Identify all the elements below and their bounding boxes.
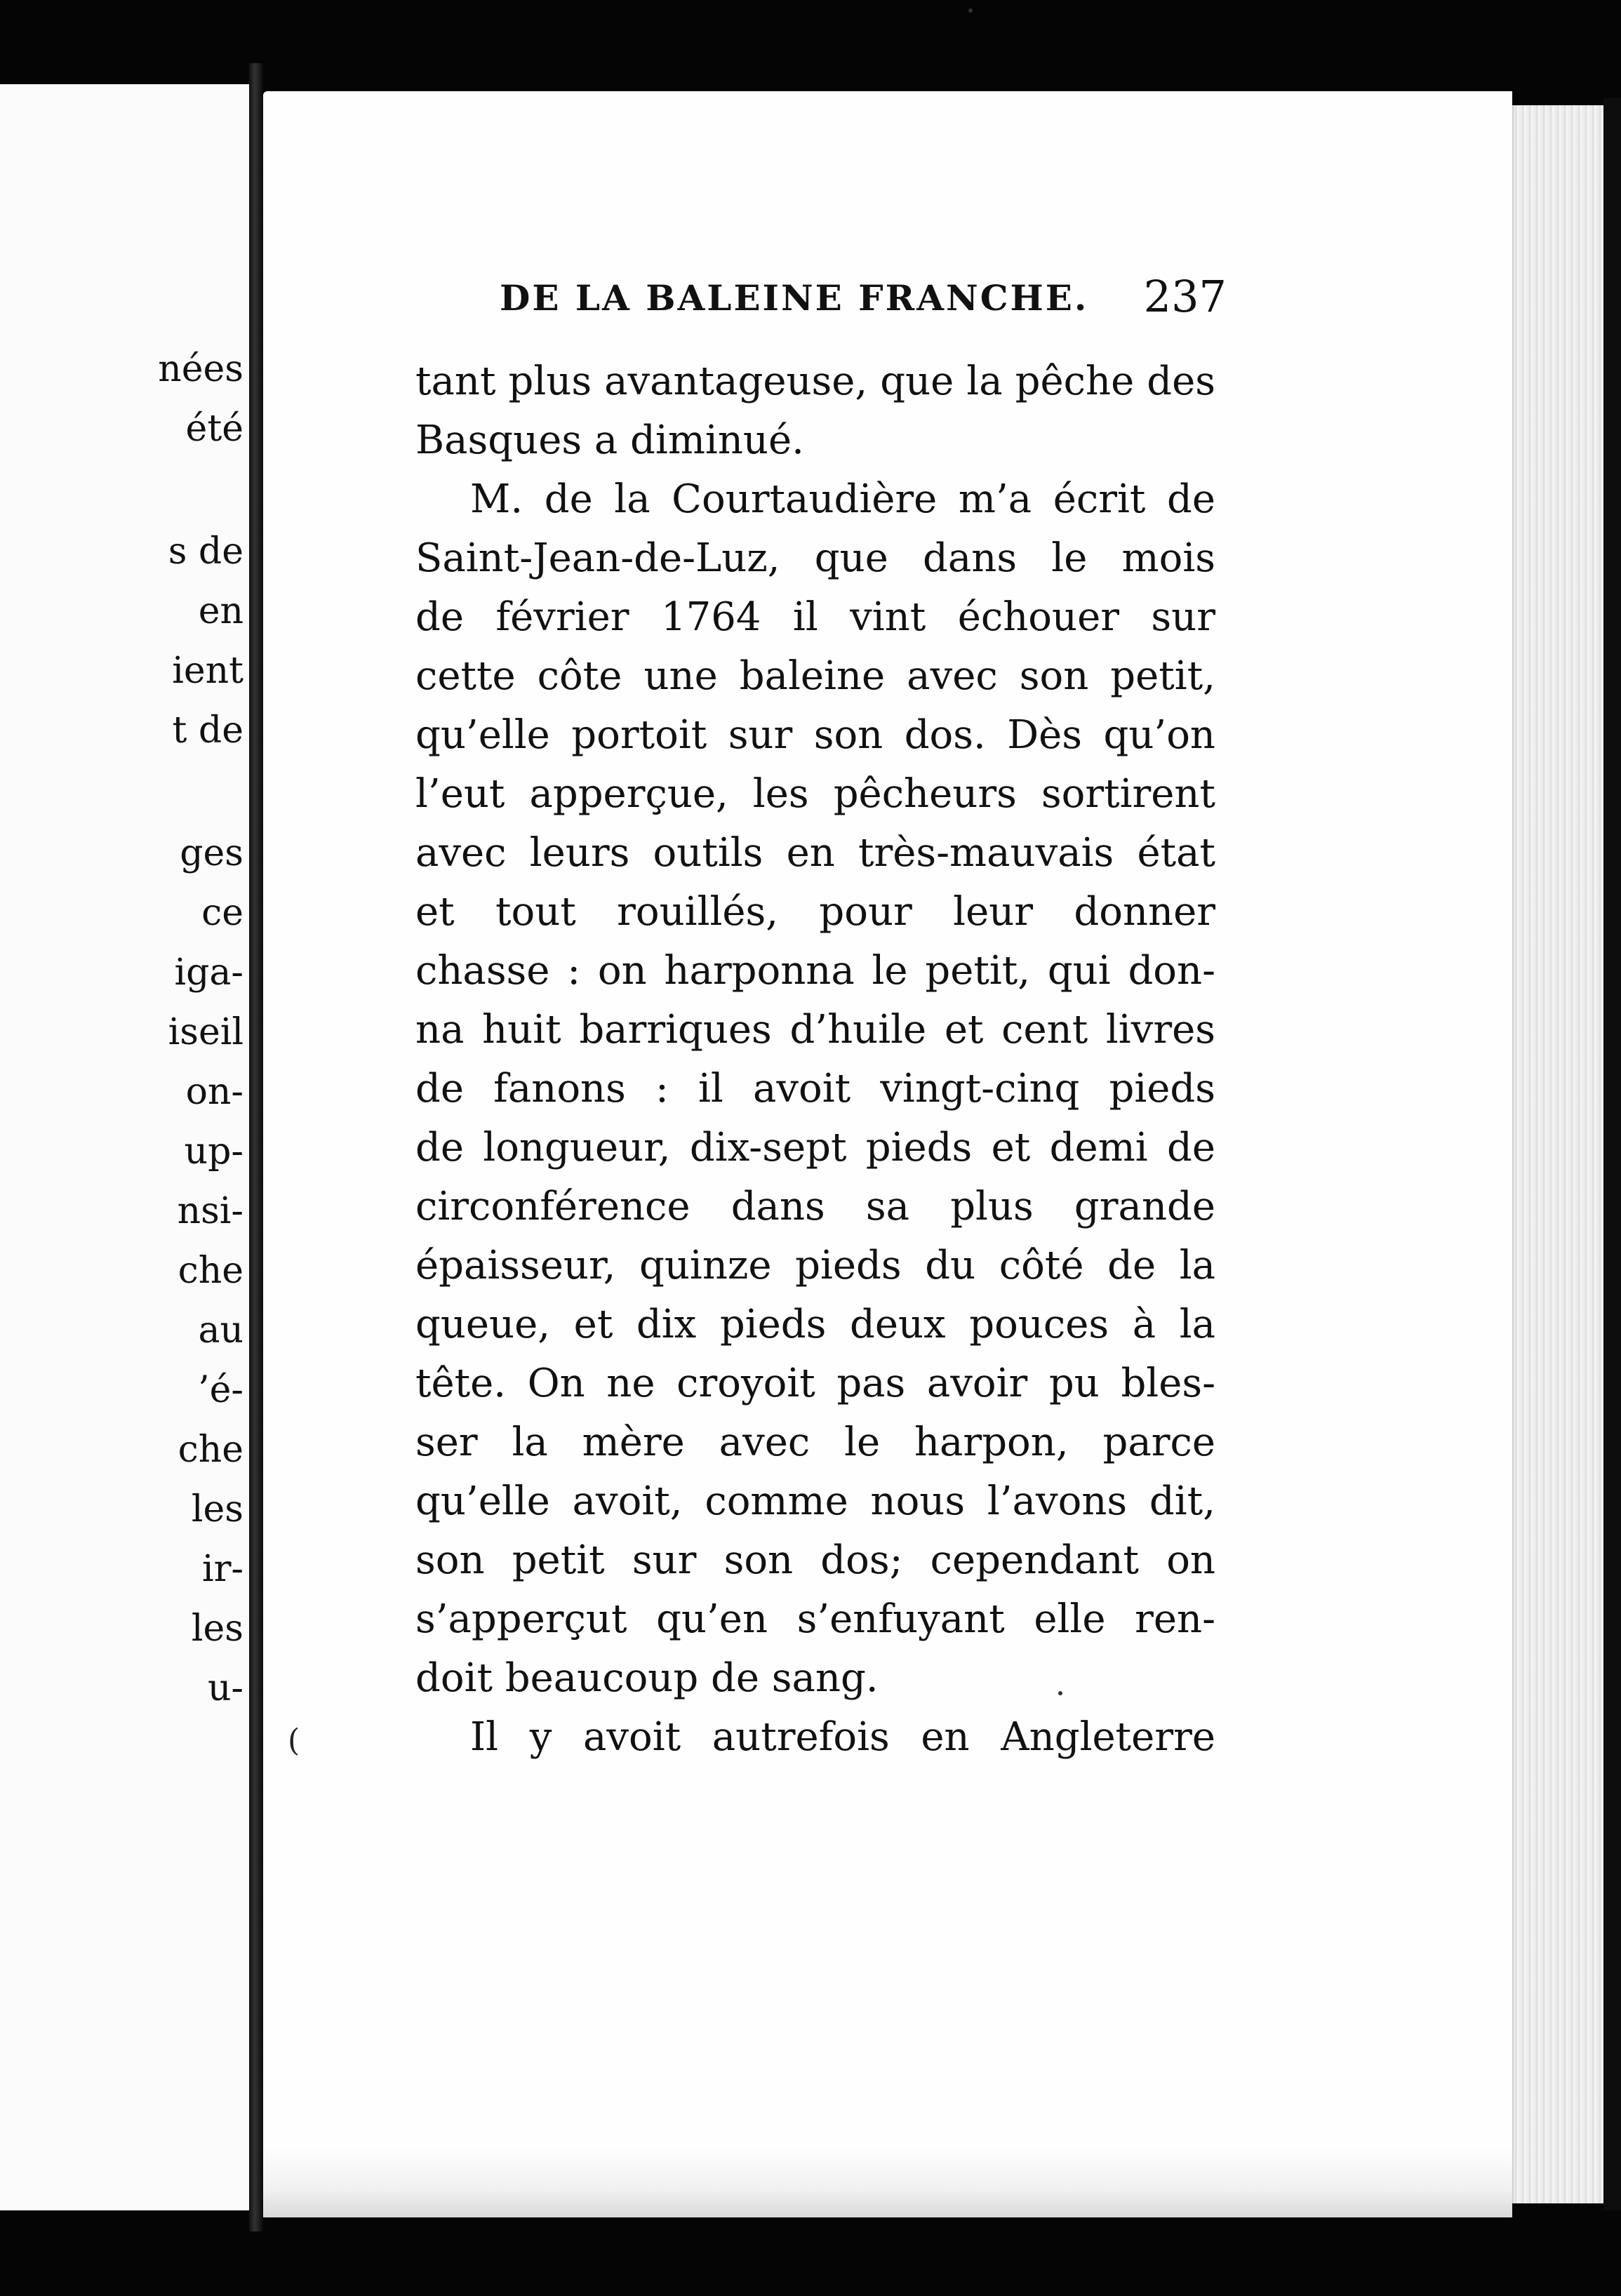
text-line: chasse : on harponna le petit, qui don- xyxy=(415,948,1215,994)
facing-page-line-fragment: ’é- xyxy=(198,1369,244,1411)
text-line: Saint-Jean-de-Luz, que dans le mois xyxy=(415,535,1215,581)
text-line: tête. On ne croyoit pas avoir pu bles- xyxy=(415,1361,1215,1406)
facing-page-line-fragment: été xyxy=(185,408,244,450)
facing-page-line-fragment: ir- xyxy=(201,1548,244,1590)
facing-page-line-fragment: en xyxy=(198,590,244,632)
page-bottom-shadow xyxy=(263,2147,1512,2217)
facing-page-line-fragment: up- xyxy=(184,1130,244,1173)
book-gutter xyxy=(249,63,263,2231)
running-head xyxy=(500,271,1227,322)
facing-page-line-fragment: t de xyxy=(172,709,244,752)
facing-page-line-fragment: ges xyxy=(180,832,244,874)
text-line: avec leurs outils en très-mauvais état xyxy=(415,830,1215,876)
text-line: doit beaucoup de sang. xyxy=(415,1655,879,1701)
facing-page-line-fragment: les xyxy=(191,1488,244,1530)
text-line: circonférence dans sa plus grande xyxy=(415,1184,1215,1229)
text-line: M. de la Courtaudière m’a écrit de xyxy=(470,476,1215,522)
facing-page-line-fragment: on- xyxy=(185,1071,244,1113)
facing-page-line-fragment: les xyxy=(191,1608,244,1650)
facing-page-line-fragment: au xyxy=(198,1309,244,1351)
text-line: son petit sur son dos; cependant on xyxy=(415,1537,1215,1583)
running-head-title: DE LA BALEINE FRANCHE. xyxy=(500,277,1089,319)
facing-page-line-fragment: iga- xyxy=(174,952,244,994)
facing-page xyxy=(0,84,252,2210)
facing-page-line-fragment: u- xyxy=(207,1667,244,1709)
page-edges xyxy=(1512,105,1605,2203)
text-line: qu’elle portoit sur son dos. Dès qu’on xyxy=(415,712,1215,758)
text-line: épaisseur, quinze pieds du côté de la xyxy=(415,1243,1215,1288)
text-line: Basques a diminué. xyxy=(415,418,804,463)
text-line: s’apperçut qu’en s’enfuyant elle ren- xyxy=(415,1596,1215,1642)
ink-speck xyxy=(1058,1691,1062,1695)
text-line: de longueur, dix-sept pieds et demi de xyxy=(415,1125,1215,1170)
text-line: Il y avoit autrefois en Angleterre xyxy=(470,1714,1215,1760)
facing-page-line-fragment: ce xyxy=(201,892,244,934)
text-line: qu’elle avoit, comme nous l’avons dit, xyxy=(415,1479,1215,1524)
ink-speck xyxy=(968,8,973,13)
facing-page-line-fragment: iseil xyxy=(168,1011,244,1053)
scan-border-right xyxy=(1603,98,1621,2210)
facing-page-line-fragment: s de xyxy=(168,530,244,573)
facing-page-line-fragment: nsi- xyxy=(177,1190,244,1232)
facing-page-line-fragment: nées xyxy=(158,348,244,390)
text-line: ser la mère avec le harpon, parce xyxy=(415,1420,1215,1465)
page-number: 237 xyxy=(1143,271,1227,322)
facing-page-line-fragment: che xyxy=(178,1250,244,1292)
text-line: de fanons : il avoit vingt-cinq pieds xyxy=(415,1066,1215,1112)
text-line: et tout rouillés, pour leur donner xyxy=(415,889,1215,935)
text-line: cette côte une baleine avec son petit, xyxy=(415,653,1215,699)
facing-page-line-fragment: ient xyxy=(172,650,244,692)
text-line: queue, et dix pieds deux pouces à la xyxy=(415,1302,1215,1347)
facing-page-line-fragment: che xyxy=(178,1429,244,1471)
margin-mark: ( xyxy=(288,1723,300,1758)
text-line: na huit barriques d’huile et cent livres xyxy=(415,1007,1215,1053)
text-line: l’eut apperçue, les pêcheurs sortirent xyxy=(415,771,1215,817)
text-line: de février 1764 il vint échouer sur xyxy=(415,594,1215,640)
text-line: tant plus avantageuse, que la pêche des xyxy=(415,359,1215,404)
body-text xyxy=(415,352,1215,1767)
